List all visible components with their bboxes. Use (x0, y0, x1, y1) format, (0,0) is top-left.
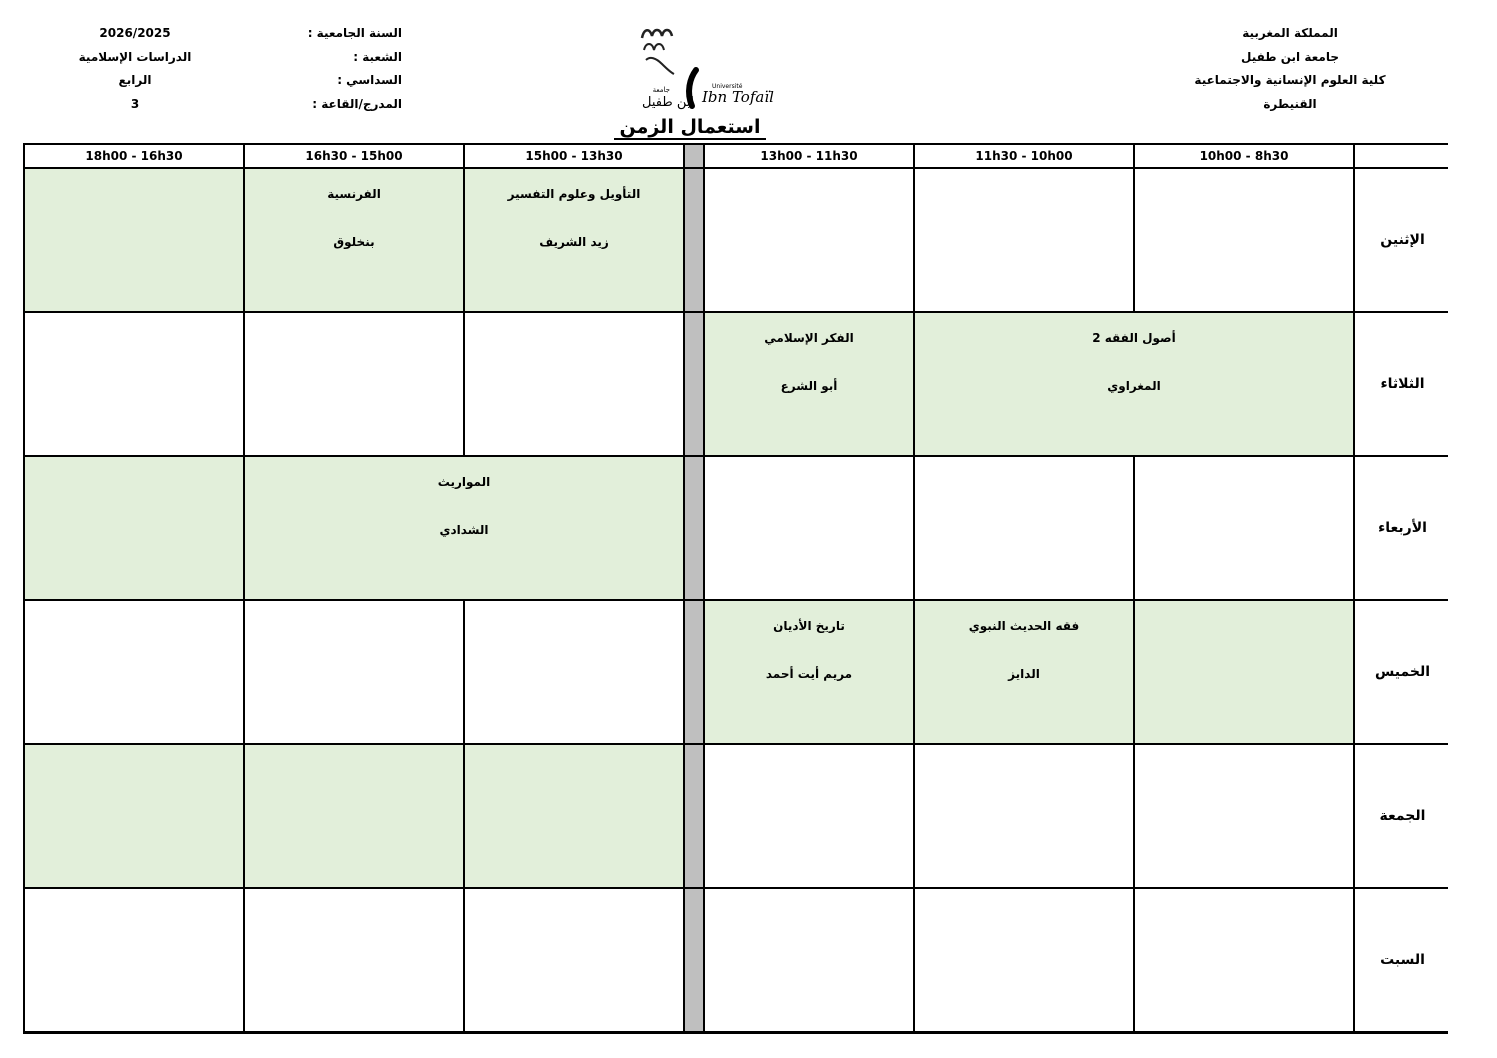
corner-cell (1355, 145, 1450, 167)
timetable-grid (23, 143, 1448, 1034)
session-cell (915, 601, 1133, 743)
room-value: 3 (130, 96, 140, 111)
course-name: فقه الحديث النبوي (968, 619, 1080, 633)
field-labels (290, 22, 402, 116)
schedule-cell (1135, 889, 1353, 1031)
time-slot-header: 13h00 - 11h30 (705, 145, 913, 167)
schedule-cell (25, 601, 243, 743)
schedule-cell (705, 169, 913, 311)
year-label: السنة الجامعية : (307, 26, 402, 40)
schedule-cell (915, 457, 1133, 599)
day-label: السبت (1355, 889, 1450, 1031)
lunch-separator (685, 145, 703, 167)
schedule-cell (1135, 601, 1353, 743)
lunch-separator (685, 601, 703, 743)
professor-name: مريم أيت أحمد (765, 667, 853, 681)
institution-header (1180, 22, 1400, 116)
day-label: الإثنين (1355, 169, 1450, 311)
schedule-cell (25, 457, 243, 599)
logo-arabic-name: ابن طفيل (642, 95, 694, 110)
time-slot-header: 18h00 - 16h30 (25, 145, 243, 167)
schedule-cell (705, 745, 913, 887)
schedule-cell (1135, 457, 1353, 599)
professor-name: الدايز (1008, 667, 1040, 681)
professor-name: زيد الشريف (539, 235, 609, 249)
lunch-separator (685, 169, 703, 311)
time-slot-header: 16h30 - 15h00 (245, 145, 463, 167)
day-label: الأربعاء (1355, 457, 1450, 599)
year-value: 2026/2025 (99, 26, 171, 40)
course-name: أصول الفقه 2 (1092, 331, 1176, 345)
schedule-cell (25, 169, 243, 311)
time-slot-header: 10h00 - 8h30 (1135, 145, 1353, 167)
branch-label: الشعبة : (353, 49, 402, 64)
schedule-cell (245, 601, 463, 743)
logo-latin-top: Université (712, 83, 743, 90)
semester-label: السداسي : (337, 73, 402, 87)
faculty-label: كلية العلوم الإنسانية والاجتماعية (1194, 73, 1386, 87)
lunch-separator (685, 745, 703, 887)
course-name: الفكر الإسلامي (764, 331, 854, 345)
professor-name: أبو الشرع (780, 379, 838, 393)
schedule-cell (1135, 169, 1353, 311)
schedule-cell (705, 457, 913, 599)
day-label: الخميس (1355, 601, 1450, 743)
city-label: القنيطرة (1263, 96, 1317, 111)
schedule-cell (245, 313, 463, 455)
course-name: المواريث (437, 475, 491, 489)
room-label: المدرج/القاعة : (312, 96, 402, 111)
schedule-cell (25, 313, 243, 455)
session-cell (705, 313, 913, 455)
schedule-cell (465, 889, 683, 1031)
professor-name: بنخلوق (333, 235, 375, 249)
schedule-cell (915, 169, 1133, 311)
logo-latin-name: Ibn Tofaïl (702, 88, 774, 106)
schedule-cell (1135, 745, 1353, 887)
schedule-cell (25, 745, 243, 887)
schedule-cell (25, 889, 243, 1031)
schedule-cell (465, 601, 683, 743)
university-label: جامعة ابن طفيل (1241, 49, 1339, 64)
lunch-separator (685, 313, 703, 455)
document-title: استعمال الزمن (560, 116, 820, 138)
schedule-cell (465, 313, 683, 455)
day-label: الجمعة (1355, 745, 1450, 887)
schedule-cell (705, 889, 913, 1031)
session-cell (915, 313, 1353, 455)
semester-value: الرابع (118, 73, 152, 87)
schedule-cell (915, 745, 1133, 887)
session-cell (245, 457, 683, 599)
course-name: تاريخ الأديان (773, 619, 845, 633)
kingdom-label: المملكة المغربية (1242, 26, 1338, 40)
course-name: التأويل وعلوم التفسير (507, 187, 641, 201)
schedule-cell (245, 745, 463, 887)
session-cell (245, 169, 463, 311)
lunch-separator (685, 889, 703, 1031)
branch-value: الدراسات الإسلامية (78, 49, 192, 64)
logo-arabic-top: جامعة (652, 86, 670, 94)
schedule-cell (245, 889, 463, 1031)
professor-name: المغراوي (1107, 379, 1161, 393)
time-slot-header: 15h00 - 13h30 (465, 145, 683, 167)
schedule-cell (465, 745, 683, 887)
lunch-separator (685, 457, 703, 599)
professor-name: الشدادي (439, 523, 489, 537)
day-label: الثلاثاء (1355, 313, 1450, 455)
university-logo (632, 20, 774, 112)
schedule-cell (915, 889, 1133, 1031)
field-values (60, 22, 210, 116)
session-cell (465, 169, 683, 311)
time-slot-header: 11h30 - 10h00 (915, 145, 1133, 167)
course-name: الفرنسية (327, 187, 381, 201)
session-cell (705, 601, 913, 743)
